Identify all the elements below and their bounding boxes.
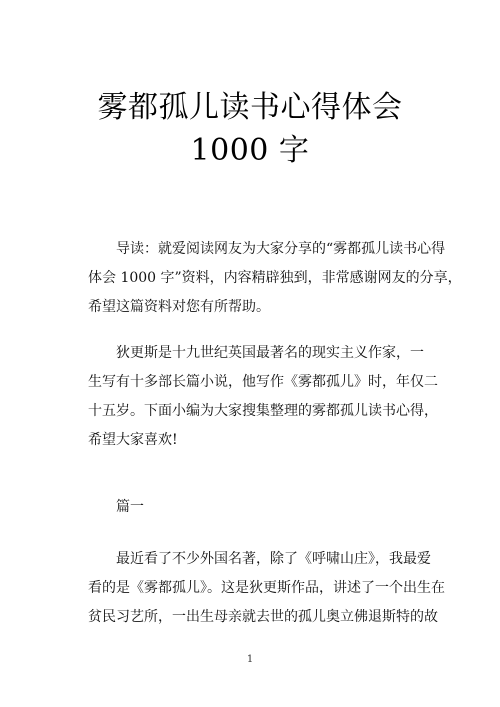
paragraph-line: 希望这篇资料对您有所帮助。 bbox=[88, 299, 270, 315]
document-title-subtitle: 1000 字 bbox=[190, 133, 310, 168]
paragraph-line: 体会 1000 字”资料，内容精辟独到，非常感谢网友的分享， bbox=[88, 270, 462, 286]
page-number: 1 bbox=[246, 654, 254, 665]
paragraph-line: 希望大家喜欢! bbox=[88, 432, 178, 448]
section-heading-text: 篇一 bbox=[116, 499, 144, 515]
intro-paragraph bbox=[88, 235, 462, 322]
paragraph-line: 狄更斯是十九世纪英国最著名的现实主义作家，一 bbox=[116, 345, 424, 361]
section-heading bbox=[88, 493, 428, 522]
summary-paragraph bbox=[88, 339, 438, 455]
paragraph-line: 生写有十多部长篇小说，他写作《雾都孤儿》时，年仅二 bbox=[88, 374, 438, 390]
document-title: 雾都孤儿读书心得体会 bbox=[97, 90, 403, 125]
paragraph-line: 导读：就爱阅读网友为大家分享的“雾都孤儿读书心得 bbox=[116, 241, 446, 257]
paragraph-line: 贫民习艺所，一出生母亲就去世的孤儿奥立佛退斯特的故 bbox=[88, 609, 438, 625]
paragraph-line: 最近看了不少外国名著，除了《呼啸山庄》，我最爱 bbox=[116, 551, 431, 567]
body-paragraph bbox=[88, 545, 445, 632]
paragraph-line: 十五岁。下面小编为大家搜集整理的雾都孤儿读书心得， bbox=[88, 403, 438, 419]
paragraph-line: 看的是《雾都孤儿》。这是狄更斯作品，讲述了一个出生在 bbox=[88, 580, 445, 596]
